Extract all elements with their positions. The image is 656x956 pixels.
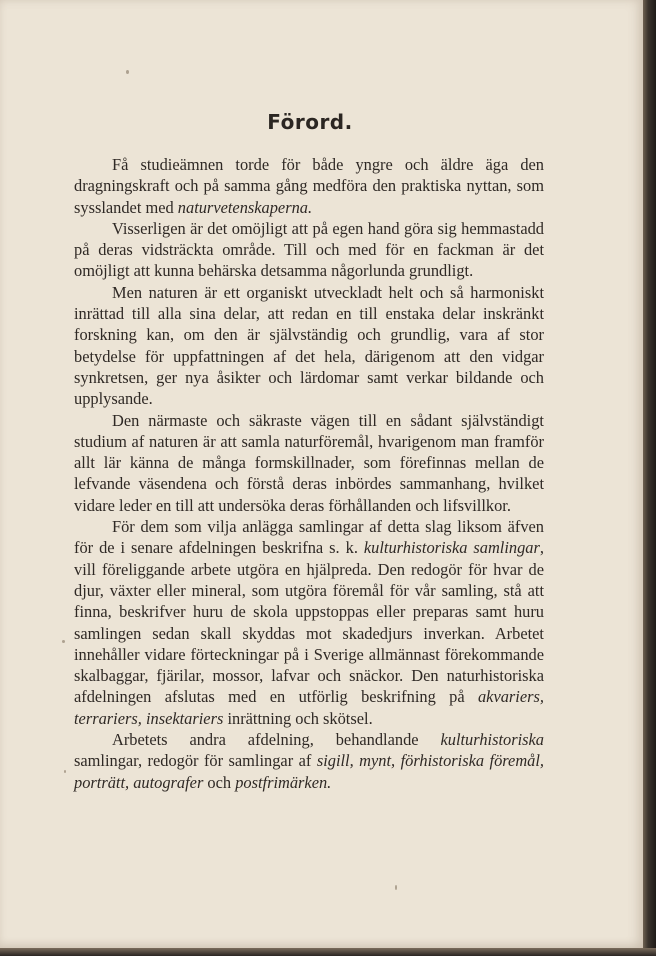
- preface-paragraph: [74, 154, 544, 218]
- preface-paragraph: [74, 410, 544, 516]
- paper-speck: [395, 885, 397, 890]
- text-segment: För dem som vilja anlägga samlingar af detta slag liksom äfven för de i senare afdelningen beskrifna s. k.: [74, 517, 544, 558]
- preface-paragraph: [74, 729, 544, 793]
- italic-term: sigill, mynt, förhistoriska föremål, porträtt, autografer: [74, 751, 544, 792]
- text-segment: Få studieämnen torde för både yngre och äldre äga den dragningskraft och på samma gång medföra den praktiska nyttan, som sysslandet med: [74, 155, 544, 217]
- page-title: Förord.: [267, 110, 353, 134]
- italic-term: postfrimärken.: [235, 772, 332, 792]
- paper-speck: [64, 770, 66, 773]
- text-segment: Men naturen är ett organiskt utveckladt helt och så harmoniskt inrättad till alla sina delar, att redan en till enstaka delar inskränkt forskning kan, om den är självständig och grundlig, vara af stor betydelse för uppfattningen af det hela, därigenom att den vidgar synkretsen, ger nya åsikter och lärdomar samt verkar bildande och upplysande.: [74, 282, 544, 409]
- italic-term: kulturhistoriska samlingar: [363, 538, 540, 558]
- italic-term: akvariers, terrariers, insektariers: [74, 687, 544, 728]
- text-segment: Visserligen är det omöjligt att på egen hand göra sig hemmastadd på deras vidsträckta område. Till och med för en fackman är det omöjligt att kunna behärska detsamma någorlunda grundligt.: [74, 218, 544, 281]
- preface-paragraph: [74, 282, 544, 410]
- text-segment: , vill föreliggande arbete utgöra en hjälpreda. Den redogör för hvar de djur, växter eller mineral, som utgöra föremål för vår samling, stå att finna, beskrifver huru de skola uppstoppas eller preparas samt huru samlingen sedan skall skyddas mot skadedjurs inverkan. Arbetet innehåller vidare förteckningar på i Sverige allmännast förekommande skalbaggar, fjärilar, mossor, lafvar och snäckor. Den naturhistoriska afdelningen afslutas med en utförlig beskrifning på: [74, 538, 544, 707]
- italic-term: kulturhistoriska: [440, 730, 544, 750]
- text-segment: Arbetets andra afdelning, behandlande: [112, 730, 441, 750]
- book-edge-bottom: [0, 948, 656, 956]
- preface-body: [74, 154, 544, 793]
- book-edge-right: [643, 0, 656, 956]
- text-segment: Den närmaste och säkraste vägen till en sådant självständigt studium af naturen är att samla naturföremål, hvarigenom man framför allt lär känna de många formskillnader, som förefinnas mellan de lefvande väsendena och förstå deras inbördes sammanhang, hvilket vidare leder en till att undersöka deras förhållanden och lifsvillkor.: [74, 410, 544, 515]
- preface-paragraph: [74, 218, 544, 282]
- paper-speck: [62, 640, 65, 643]
- italic-term: naturvetenskaperna.: [177, 197, 313, 217]
- preface-paragraph: [74, 516, 544, 729]
- text-segment: och: [203, 772, 236, 792]
- text-segment: inrättning och skötsel.: [223, 708, 373, 728]
- text-segment: samlingar, redogör för samlingar af: [74, 751, 317, 771]
- paper-speck: [126, 70, 129, 74]
